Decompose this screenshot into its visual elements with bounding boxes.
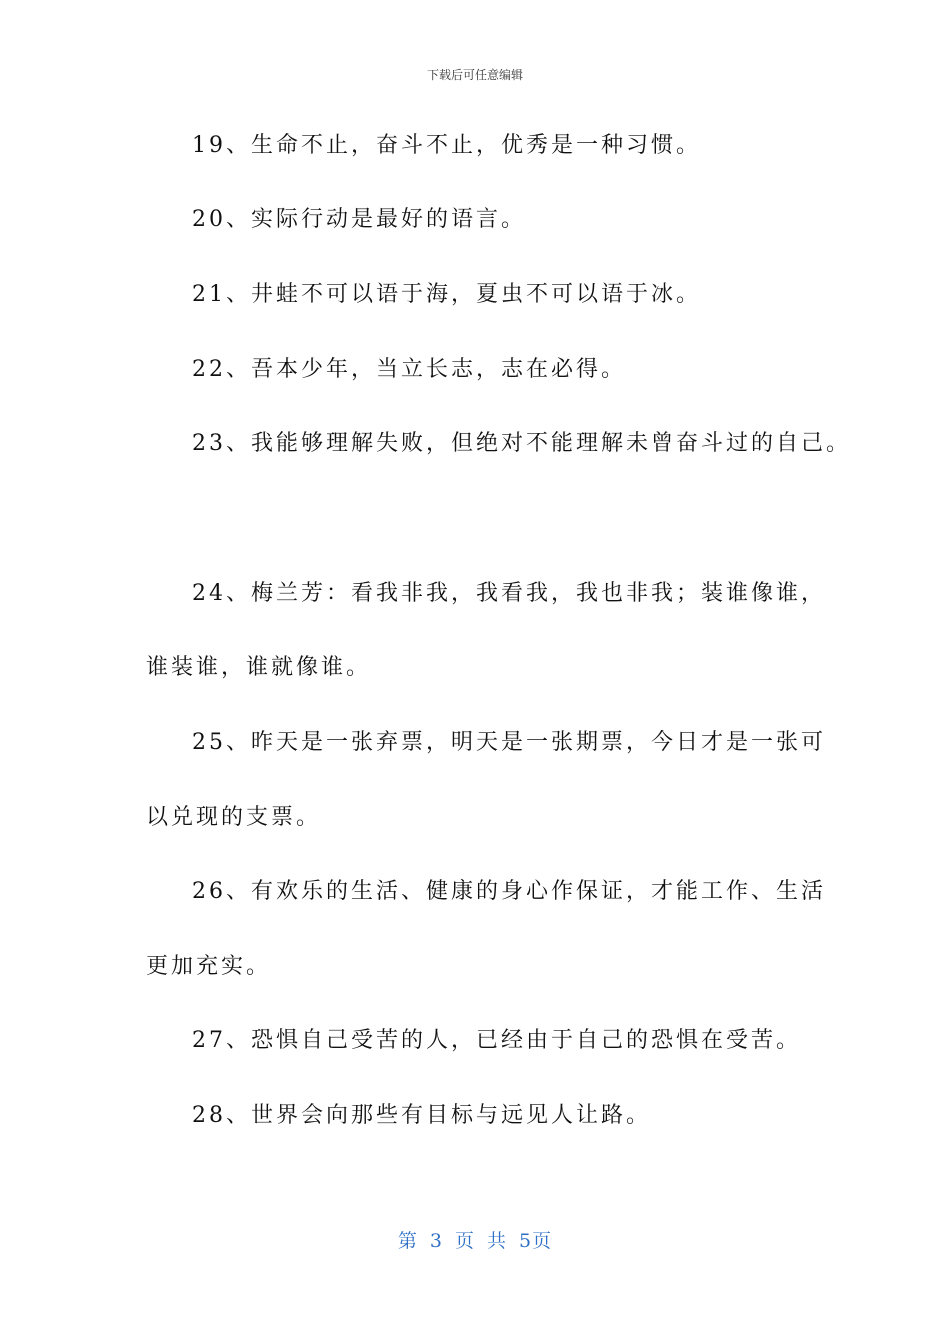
page-footer [0, 1226, 950, 1253]
quote-22: 22、吾本少年，当立长志，志在必得。 [192, 357, 626, 382]
quote-25-line-2: 以兑现的支票。 [146, 805, 322, 830]
quote-27: 27、恐惧自己受苦的人，已经由于自己的恐惧在受苦。 [192, 1028, 801, 1053]
footer-di: 第 [397, 1230, 418, 1252]
quote-26-line-1: 26、有欢乐的生活、健康的身心作保证，才能工作、生活 [192, 879, 826, 904]
footer-ye: 页 [454, 1230, 475, 1252]
quote-19: 19、生命不止，奋斗不止，优秀是一种习惯。 [192, 133, 701, 158]
quote-20: 20、实际行动是最好的语言。 [192, 207, 526, 232]
footer-gong: 共 [487, 1230, 508, 1252]
footer-page-number: 3 [429, 1230, 443, 1252]
quote-25-line-1: 25、昨天是一张弃票，明天是一张期票，今日才是一张可 [192, 730, 826, 755]
quote-23: 23、我能够理解失败，但绝对不能理解未曾奋斗过的自己。 [192, 431, 851, 456]
quote-24-line-1: 24、梅兰芳：看我非我，我看我，我也非我；装谁像谁， [192, 581, 826, 606]
quote-28: 28、世界会向那些有目标与远见人让路。 [192, 1103, 651, 1128]
quote-21: 21、井蛙不可以语于海，夏虫不可以语于冰。 [192, 282, 701, 307]
footer-total: 5页 [519, 1230, 553, 1252]
quote-26-line-2: 更加充实。 [146, 954, 272, 979]
header-note: 下载后可任意编辑 [426, 68, 523, 82]
quote-24-line-2: 谁装谁，谁就像谁。 [146, 655, 372, 680]
